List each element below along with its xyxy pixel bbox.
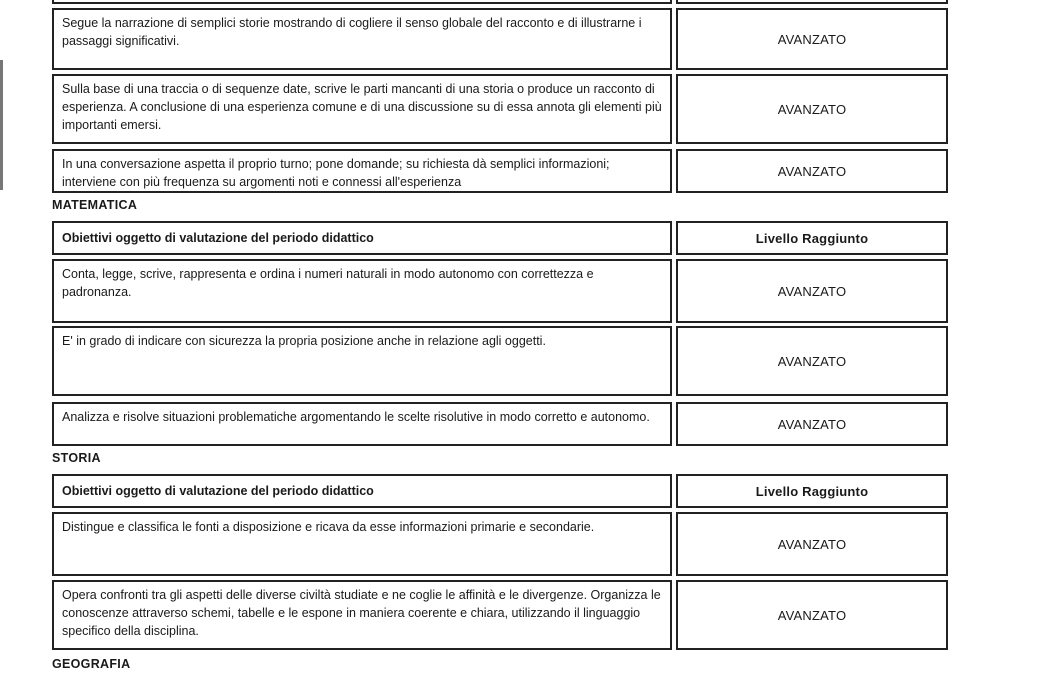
objective-cell xyxy=(52,8,672,70)
objective-cell xyxy=(52,259,672,323)
section-title-matematica: MATEMATICA xyxy=(52,198,138,212)
level-cell xyxy=(676,326,948,396)
table-header-objectives xyxy=(52,474,672,508)
objective-cell xyxy=(52,580,672,650)
level-cell xyxy=(676,512,948,576)
cut-off-row-right xyxy=(676,0,948,4)
objective-cell xyxy=(52,74,672,144)
cut-off-row-left xyxy=(52,0,672,4)
objective-text: Analizza e risolve situazioni problematiche argomentando le scelte risolutive in modo corretto e autonomo. xyxy=(62,410,650,424)
table-header-objectives xyxy=(52,221,672,255)
level-text: AVANZATO xyxy=(777,353,847,369)
section-title-storia: STORIA xyxy=(52,451,101,465)
level-text: AVANZATO xyxy=(777,536,847,552)
level-cell xyxy=(676,259,948,323)
objective-cell xyxy=(52,512,672,576)
header-level-text: Livello Raggiunto xyxy=(755,483,869,499)
level-cell xyxy=(676,149,948,193)
level-cell xyxy=(676,402,948,446)
level-text: AVANZATO xyxy=(777,163,847,179)
objective-text: Conta, legge, scrive, rappresenta e ordina i numeri naturali in modo autonomo con correttezza e padronanza. xyxy=(62,267,594,299)
objective-text: Sulla base di una traccia o di sequenze date, scrive le parti mancanti di una storia o produce un racconto di esperienza. A conclusione di una esperienza comune e di una discussione su di essa annota gli elementi più importanti emersi. xyxy=(62,82,662,132)
table-header-level xyxy=(676,221,948,255)
objective-text: Segue la narrazione di semplici storie mostrando di cogliere il senso globale del racconto e di illustrarne i passaggi significativi. xyxy=(62,16,642,48)
objective-text: Opera confronti tra gli aspetti delle diverse civiltà studiate e ne coglie le affinità e le divergenze. Organizza le conoscenze attraverso schemi, tabelle e le espone in maniera coerente e chiara, utilizzando il linguaggio specifico della disciplina. xyxy=(62,588,661,638)
level-text: AVANZATO xyxy=(777,607,847,623)
objective-text: Distingue e classifica le fonti a disposizione e ricava da esse informazioni primarie e secondarie. xyxy=(62,520,595,534)
objective-text: E' in grado di indicare con sicurezza la propria posizione anche in relazione agli oggetti. xyxy=(62,334,546,348)
objective-text: In una conversazione aspetta il proprio turno; pone domande; su richiesta dà semplici informazioni; interviene con più frequenza su argomenti noti e connessi all'esperienza xyxy=(62,157,610,189)
scan-edge-mark xyxy=(0,60,3,190)
objective-cell xyxy=(52,149,672,193)
level-cell xyxy=(676,8,948,70)
level-text: AVANZATO xyxy=(777,31,847,47)
level-cell xyxy=(676,74,948,144)
header-objectives-text: Obiettivi oggetto di valutazione del periodo didattico xyxy=(62,231,374,245)
objective-cell xyxy=(52,402,672,446)
section-title-geografia: GEOGRAFIA xyxy=(52,657,131,671)
level-cell xyxy=(676,580,948,650)
level-text: AVANZATO xyxy=(777,416,847,432)
table-header-level xyxy=(676,474,948,508)
header-level-text: Livello Raggiunto xyxy=(755,230,869,246)
objective-cell xyxy=(52,326,672,396)
level-text: AVANZATO xyxy=(777,101,847,117)
level-text: AVANZATO xyxy=(777,283,847,299)
header-objectives-text: Obiettivi oggetto di valutazione del periodo didattico xyxy=(62,484,374,498)
